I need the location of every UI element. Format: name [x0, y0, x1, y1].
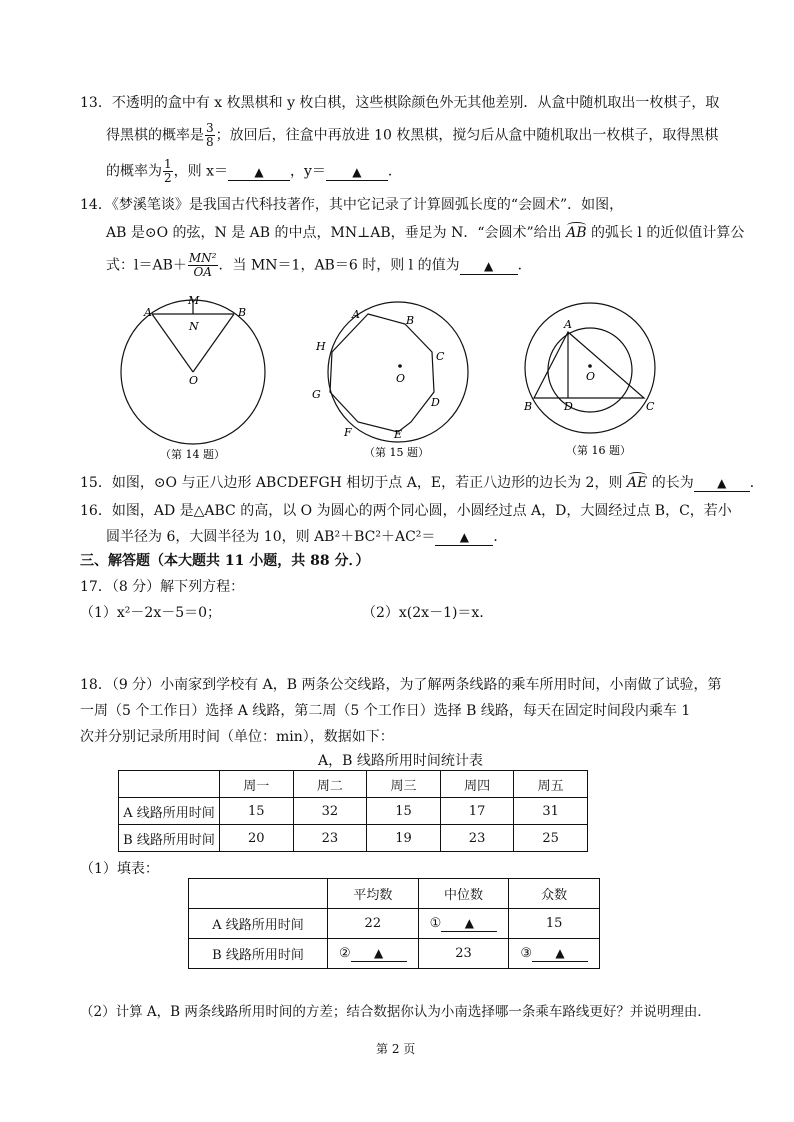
table-row: B 线路所用时间 ② ▲ 23 ③ ▲ — [189, 939, 600, 969]
label-d: D — [431, 396, 440, 409]
fig16-caption: （第 16 题） — [566, 444, 631, 457]
fraction-3-8: $\frac{3}{8}$ — [206, 121, 214, 149]
arc-ae: AE — [627, 475, 647, 491]
arc-ab: AB — [566, 225, 586, 241]
table-row: A 线路所用时间 22 ① ▲ 15 — [189, 909, 600, 939]
fig14-caption: （第 14 题） — [160, 448, 225, 461]
q14-line1: 14．《梦溪笔谈》是我国古代科技著作，其中它记录了计算圆弧长度的“会圆术”．如图， — [80, 197, 624, 213]
label-c: C — [646, 400, 655, 413]
q14-line3: 式：l＝AB＋ $\frac{\text{MN²}}{OA}$ ．当 MN＝1，AB＝6 时，则 l 的值为 ▲ ． — [106, 251, 532, 279]
label-a: A — [144, 306, 152, 319]
answer-blank[interactable]: ▲ — [694, 475, 750, 492]
q16-line2: 圆半径为 6，大圆半径为 10，则 AB²＋BC²＋AC²＝ ▲ ． — [106, 529, 508, 545]
label-b: B — [524, 400, 533, 413]
q17-title: 17．（8 分）解下列方程： — [80, 579, 245, 595]
label-a: A — [352, 308, 360, 321]
label-g: G — [312, 388, 321, 401]
fraction-mn2-oa: $\frac{\text{MN²}}{OA}$ — [188, 251, 217, 279]
fill-table — [188, 878, 600, 969]
q17-part2: （2）x(2x－1)＝x． — [362, 605, 494, 621]
q17-part1: （1）x²－2x－5＝0； — [80, 605, 222, 621]
label-b: B — [238, 306, 247, 319]
label-h: H — [316, 340, 326, 353]
answer-blank[interactable]: ▲ — [435, 529, 493, 546]
q13-line3: 的概率为 $\frac{1}{2}$ ，则 x＝ ▲ ，y＝ ▲ ． — [106, 157, 402, 185]
label-d: D — [564, 400, 573, 413]
q16-number: 16． — [80, 503, 112, 519]
q13-line2: 得黑棋的概率是 $\frac{3}{8}$ ；放回后，往盒中再放进 10 枚黑棋，搅匀后从盒中随机取出一枚棋子，取得黑棋 — [106, 121, 719, 149]
figure-14 — [110, 292, 290, 462]
q16-line1: 16．如图，AD 是△ABC 的高，以 O 为圆心的两个同心圆，小圆经过点 A，D，大圆经过点 B，C，若小 — [80, 503, 732, 519]
q14-line2: AB 是⊙O 的弦，N 是 AB 的中点，MN⊥AB，垂足为 N．“会圆术”给出 AB 的弧长 l 的近似值计算公 — [106, 222, 744, 242]
answer-blank[interactable]: ▲ — [326, 164, 388, 181]
table-header-row: 周一 周二 周三 周四 周五 — [119, 771, 588, 798]
label-e: E — [394, 428, 403, 441]
q15-number: 15． — [80, 475, 112, 491]
q18-line2: 一周（5 个工作日）选择 A 线路，第二周（5 个工作日）选择 B 线路，每天在固定时间段内乘车 1 — [80, 703, 691, 719]
table-header-row: 平均数 中位数 众数 — [189, 879, 600, 909]
q15: 15．如图，⊙O 与正八边形 ABCDEFGH 相切于点 A，E，若正八边形的边长为 2，则 AE 的长为 ▲ ． — [80, 472, 764, 492]
answer-blank[interactable]: ▲ — [532, 946, 588, 962]
label-b: B — [406, 314, 415, 327]
time-stats-table — [118, 770, 588, 852]
q18-part2: （2）计算 A，B 两条线路所用时间的方差；结合数据你认为小南选择哪一条乘车路线更好？并说明理由． — [80, 1004, 711, 1020]
label-n: N — [189, 320, 199, 333]
q13-number: 13． — [80, 95, 112, 111]
section-heading: 三、解答题（本大题共 11 小题，共 88 分．） — [80, 553, 370, 569]
answer-blank[interactable]: ▲ — [441, 916, 497, 932]
label-f: F — [344, 426, 352, 439]
answer-blank[interactable]: ▲ — [460, 258, 518, 275]
figure-16 — [520, 298, 670, 464]
table-row: A 线路所用时间 15 32 15 17 31 — [119, 798, 588, 825]
label-o: O — [586, 370, 596, 383]
q18-line3: 次并分别记录所用时间（单位：min），数据如下： — [80, 729, 394, 745]
answer-blank[interactable]: ▲ — [228, 164, 290, 181]
label-o: O — [396, 372, 406, 385]
label-o: O — [189, 374, 199, 387]
label-c: C — [436, 350, 445, 363]
q18-part1: （1）填表： — [80, 861, 159, 877]
table-title: A，B 线路所用时间统计表 — [318, 753, 483, 769]
label-a: A — [564, 318, 572, 331]
q14-number: 14． — [80, 197, 112, 213]
table-row: B 线路所用时间 20 23 19 23 25 — [119, 825, 588, 852]
fraction-1-2: $\frac{1}{2}$ — [164, 157, 172, 185]
answer-blank[interactable]: ▲ — [351, 946, 407, 962]
page-number: 第 2 页 — [376, 1042, 416, 1056]
fig15-caption: （第 15 题） — [364, 446, 429, 459]
figure-15 — [306, 298, 486, 468]
q18-line1: 18．（9 分）小南家到学校有 A，B 两条公交线路，为了解两条线路的乘车所用时间，小南做了试验，第 — [80, 677, 722, 693]
q13-line1: 13．不透明的盒中有 x 枚黑棋和 y 枚白棋，这些棋除颜色外无其他差别．从盒中随机取出一枚棋子，取 — [80, 95, 720, 111]
label-m: M — [188, 294, 200, 307]
